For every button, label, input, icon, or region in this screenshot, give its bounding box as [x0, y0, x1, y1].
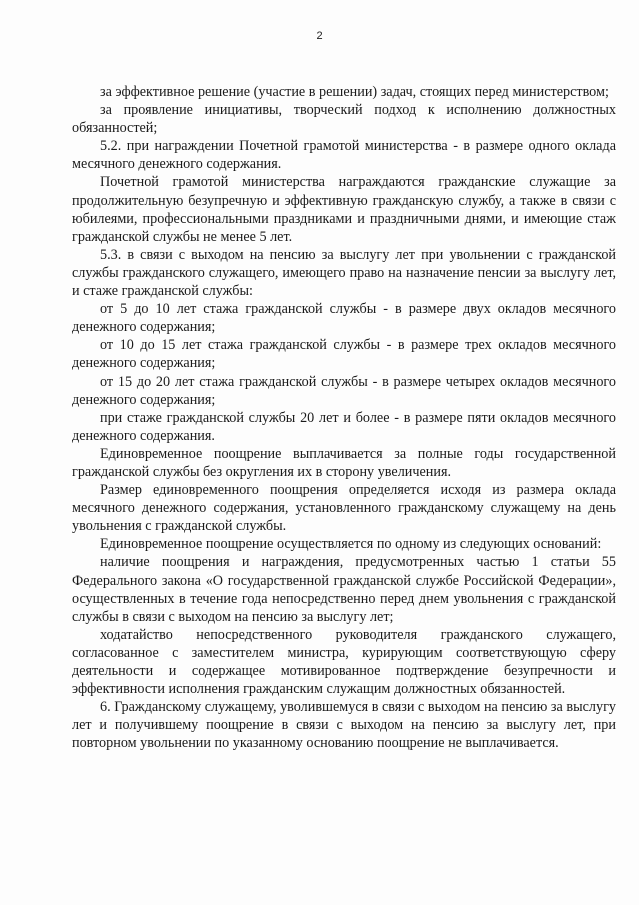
paragraph: от 10 до 15 лет стажа гражданской службы - в размере трех окладов месячного денежного содержания;	[72, 337, 616, 372]
paragraph: Единовременное поощрение осуществляется по одному из следующих оснований:	[100, 536, 602, 553]
paragraph: 5.3. в связи с выходом на пенсию за выслугу лет при увольнении с гражданской службы гражданского служащего, имеющего право на назначение пенсии за выслугу лет, и стаже гражданской службы:	[72, 246, 616, 300]
paragraph: Размер единовременного поощрения определяется исходя из размера оклада месячного денежного содержания, установленного гражданскому служащему на день увольнения с гражданской службы.	[72, 482, 616, 535]
document-body	[72, 83, 616, 752]
paragraph: наличие поощрения и награждения, предусмотренных частью 1 статьи 55 Федерального закона «О государственной гражданской службе Российской Федерации», осуществленных в течение года непосредственно перед днем увольнения с гражданской службы в связи с выходом на пенсию за выслугу лет;	[72, 554, 616, 625]
paragraph: за проявление инициативы, творческий подход к исполнению должностных обязанностей;	[72, 102, 616, 137]
paragraph: при стаже гражданской службы 20 лет и более - в размере пяти окладов месячного денежного содержания.	[72, 409, 616, 444]
paragraph: 6. Гражданскому служащему, уволившемуся в связи с выходом на пенсию за выслугу лет и получившему поощрение в связи с выходом на пенсию за выслугу лет, при повторном увольнении по указанному основанию поощрение не выплачивается.	[72, 699, 616, 752]
paragraph: от 5 до 10 лет стажа гражданской службы - в размере двух окладов месячного денежного содержания;	[72, 301, 616, 336]
paragraph: 5.2. при награждении Почетной грамотой министерства - в размере одного оклада месячного денежного содержания.	[72, 138, 616, 173]
paragraph: за эффективное решение (участие в решении) задач, стоящих перед министерством;	[100, 84, 609, 100]
paragraph: Единовременное поощрение выплачивается за полные годы государственной гражданской службы без округления их в сторону увеличения.	[72, 445, 616, 480]
paragraph: Почетной грамотой министерства награждаются гражданские служащие за продолжительную безупречную и эффективную гражданскую службу, а также в связи с юбилеями, профессиональными праздниками и праздничными днями, и имеющие стаж гражданской службы не менее 5 лет.	[72, 174, 616, 245]
page-number: 2	[316, 30, 323, 42]
paragraph: от 15 до 20 лет стажа гражданской службы - в размере четырех окладов месячного денежного содержания;	[72, 373, 616, 408]
paragraph: ходатайство непосредственного руководителя гражданского служащего, согласованное с заместителем министра, курирующим соответствующую сферу деятельности и содержащее мотивированное подтверждение безупречности и эффективности исполнения гражданским служащим должностных обязанностей.	[72, 626, 616, 698]
